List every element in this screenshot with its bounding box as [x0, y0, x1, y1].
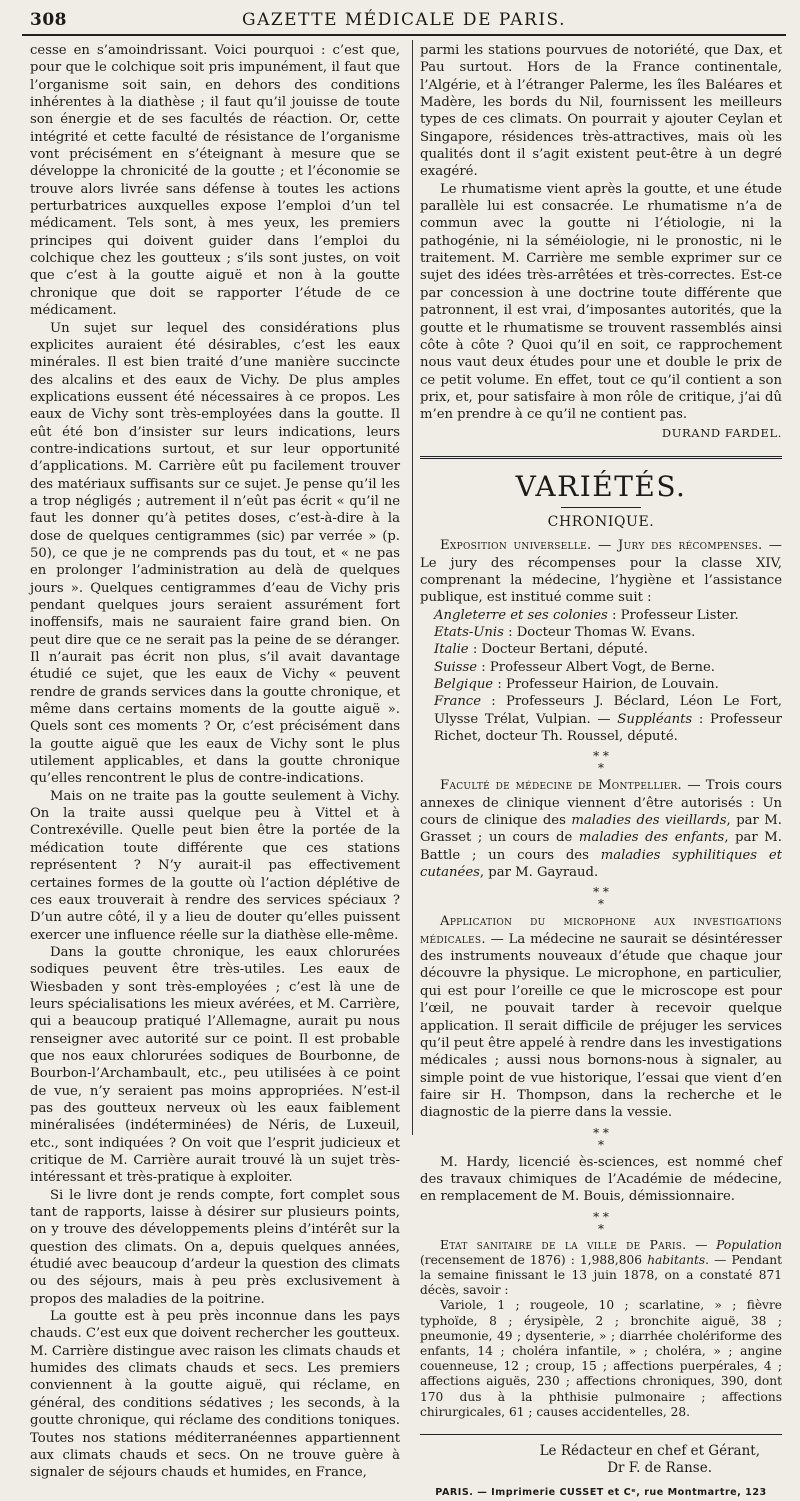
- news-exposition: Exposition universelle. — Jury des récompenses. — Le jury des récompenses pour la classe XIV, comprenant la médecine, l’hygiène et l’assistance publique, est institué comme suit :: [420, 538, 782, 606]
- left-column: [30, 42, 400, 1481]
- asterism: * * *: [593, 1209, 609, 1236]
- paragraph-vittel: Mais on ne traite pas la goutte seulement à Vichy. On la traite aussi quelque peu à Vittel et à Contrexéville. Quelle peut bien être la portée de la médication toute différente que ces stations représentent ? N’y aurait-il pas effectivement certaines formes de la goutte où l’action déplétive de ces eaux trouverait à rendre des services spéciaux ? D’un autre côté, il y a lieu de douter qu’elles puissent exercer une influence réelle sur la diathèse elle-même.: [30, 788, 400, 943]
- paragraph-climats: Si le livre dont je rends compte, fort complet sous tant de rapports, laisse à désirer sur plusieurs points, on y trouve des développements pleins d’intérêt sur la question des climats. On a, depuis quelques années, étudié avec beaucoup d’ardeur la question des climats ou des séjours, mais à peu près exclusivement à propos des maladies de la poitrine.: [30, 1187, 400, 1307]
- header-rule: [22, 34, 786, 36]
- paragraph-colchique: cesse en s’amoindrissant. Voici pourquoi : c’est que, pour que le colchique soit pris impunément, il faut que l’organisme soit sain, en dehors des conditions inhérentes à la diathèse ; il faut qu’il jouisse de toute son énergie et de ses facultés de réaction. Or, cette intégrité et cette faculté de résistance de l’organisme vont précisément en s’éteignant à mesure que se développe la chronicité de la goutte ; et l’économie se trouve alors livrée sans défense à toutes les actions perturbatrices auxquelles expose l’emploi d’un tel médicament. Tels sont, à mes yeux, les premiers principes qui doivent guider dans l’emploi du colchique chez les goutteux ; s’ils sont justes, on voit que c’est à la goutte aiguë et non à la goutte chronique que doit se rapporter l’étude de ce médicament.: [30, 43, 400, 319]
- news-microphone: Application du microphone aux investigations médicales. — La médecine ne saurait se désintéresser des instruments nouveaux d’étude que chaque jour découvre la physique. Le microphone, en particulier, qui est pour l’oreille ce que le microscope est pour l’œil, ne pouvait tarder à recevoir quelque application. Il serait difficile de préjuger les services qu’il peut être appelé à rendre dans les investigations médicales ; aussi nous bornons-nous à signaler, au simple point de vue historique, l’essai que vient d’en faire sir H. Thompson, dans la recherche et le diagnostic de la pierre dans la vessie.: [420, 914, 782, 1121]
- paragraph-eaux-minerales: Un sujet sur lequel des considérations plus explicites auraient été désirables, c’est les eaux minérales. Il est bien traité d’une manière succincte des alcalins et des eaux de Vichy. De plus amples explications eussent été nécessaires à ce propos. Les eaux de Vichy sont très-employées dans la goutte. Il eût été bon d’insister sur leurs indications, leurs contre-indications surtout, et sur leur opportunité d’applications. M. Carrière eût pu facilement trouver des matériaux suffisants sur ce sujet. Je pense qu’il les a trop négligés ; autrement il n’eût pas écrit « qu’il ne faut les donner qu’à petites doses, c’est-à-dire à la dose de quelques centigrammes (sic) par verrée » (p. 50), ce que je ne comprends pas du tout, et « ne pas en prolonger l’administration au delà de quelques jours ». Quelques centigrammes d’eau de Vichy pris pendant quelques jours seraient assurément fort inoffensifs, mais ne sauraient faire grand bien. On peut dire que ce ne serait pas la peine de se déranger. Il n’aurait pas écrit non plus, s’il avait davantage étudié ce sujet, que les eaux de Vichy « peuvent rendre de grands services dans la goutte chronique, et même dans certains moments de la goutte aiguë ». Quels sont ces moments ? Or, c’est précisément dans la goutte aiguë que les eaux de Vichy sont le plus utilement applicables, et dans la goutte chronique qu’elles rencontrent le plus de contre-indications.: [30, 320, 400, 787]
- asterism: * * *: [593, 885, 609, 912]
- printer-imprint: PARIS. — Imprimerie CUSSET et Cᵉ, rue Montmartre, 123: [435, 1486, 767, 1498]
- column-divider: [412, 40, 413, 1135]
- paragraph-stations: parmi les stations pourvues de notoriété, que Dax, et Pau surtout. Hors de la France continentale, l’Algérie, et à l’étranger Palerme, les îles Baléares et Madère, les bords du Nil, fournissent les meilleurs types de ces climats. On pourrait y ajouter Ceylan et Singapore, résidences très-attractives, mais où les qualités dont il s’agit existent peut-être à un degré exagéré.: [420, 43, 782, 180]
- editor-title: Le Rédacteur en chef et Gérant,: [539, 1443, 760, 1460]
- short-rule: [561, 507, 641, 508]
- award-item: France : Professeurs J. Béclard, Léon Le Fort, Ulysse Trélat, Vulpian. — Suppléants : Professeur Richet, docteur Th. Roussel, député.: [434, 694, 782, 745]
- subsection-title: CHRONIQUE.: [547, 513, 655, 530]
- closing-rule: [420, 1434, 782, 1435]
- award-item: Suisse : Professeur Albert Vogt, de Berne.: [434, 659, 715, 675]
- author-signature: DURAND FARDEL.: [661, 425, 782, 440]
- asterism: * * *: [593, 1125, 609, 1152]
- section-title: VARIÉTÉS.: [515, 469, 687, 503]
- award-item: Belgique : Professeur Hairion, de Louvain.: [434, 677, 719, 692]
- paragraph-rhumatisme: Le rhumatisme vient après la goutte, et une étude parallèle lui est consacrée. Le rhumatisme n’a de commun avec la goutte ni l’étiologie, ni la pathogénie, ni la séméiologie, ni le pronostic, ni le traitement. M. Carrière me semble exprimer sur ce sujet des idées très-arrêtées et très-correctes. Est-ce par concession à une doctrine toute différente que patronnent, il est vrai, d’imposantes autorités, que la goutte et le rhumatisme se trouvent rassemblés ainsi côte à côte ? Quoi qu’il en soit, ce rapprochement nous vaut deux études pour une et double le prix de ce petit volume. En effet, tout ce qu’il contient a son prix, et, pour satisfaire à mon rôle de critique, j’ai dû m’en prendre à ce qu’il ne contient pas.: [420, 181, 782, 423]
- award-item: Italie : Docteur Bertani, député.: [434, 642, 648, 658]
- page-number: 308: [30, 10, 67, 30]
- news-hardy: M. Hardy, licencié ès-sciences, est nommé chef des travaux chimiques de l’Académie de médecine, en remplacement de M. Bouis, démissionnaire.: [420, 1154, 782, 1205]
- journal-title: GAZETTE MÉDICALE DE PARIS.: [242, 10, 566, 30]
- running-head: [22, 8, 786, 32]
- editor-name: Dr F. de Ranse.: [607, 1460, 712, 1477]
- award-item: Etats-Unis : Docteur Thomas W. Evans.: [434, 624, 696, 640]
- award-item: Angleterre et ses colonies : Professeur Lister.: [434, 607, 739, 623]
- news-etat-sanitaire: Etat sanitaire de la ville de Paris. — Population (recensement de 1876) : 1,988,806 habitants. — Pendant la semaine finissant le 13 juin 1878, on a constaté 871 décès, savoir :: [420, 1237, 783, 1298]
- section-rule: [420, 456, 782, 459]
- mortality-detail: Variole, 1 ; rougeole, 10 ; scarlatine, » ; fièvre typhoïde, 8 ; érysipèle, 2 ; bronchite aiguë, 38 ; pneumonie, 49 ; dysenterie, » ; diarrhée cholériforme des enfants, 14 ; choléra infantile, » ; choléra, » ; angine couenneuse, 12 ; croup, 15 ; affections puerpérales, 4 ; affections aiguës, 230 ; affections chroniques, 390, dont 170 dus à la phthisie pulmonaire ; affections chirurgicales, 61 ; causes accidentelles, 28.: [420, 1298, 782, 1419]
- paragraph-pays-chauds: La goutte est à peu près inconnue dans les pays chauds. C’est eux que doivent rechercher les goutteux. M. Carrière distingue avec raison les climats chauds et humides des climats chauds et secs. Les premiers conviennent à la goutte aiguë, qui réclame, en général, des conditions sédatives ; les seconds, à la goutte chronique, qui réclame des conditions toniques. Toutes nos stations méditerranéennes appartiennent aux climats chauds et secs. On ne trouve guère à signaler de séjours chauds et humides, en France,: [30, 1309, 400, 1481]
- news-montpellier: Faculté de médecine de Montpellier. — Trois cours annexes de clinique viennent d’être autorisés : Un cours de clinique des maladies des vieillards, par M. Grasset ; un cours de maladies des enfants, par M. Battle ; un cours des maladies syphilitiques et cutanées, par M. Gayraud.: [420, 778, 783, 881]
- asterism: * * *: [593, 749, 609, 776]
- right-column: [420, 42, 783, 1498]
- paragraph-chlorurees: Dans la goutte chronique, les eaux chlorurées sodiques peuvent être très-utiles. Les eaux de Wiesbaden y sont très-employées ; c’est là une de leurs spécialisations les mieux avérées, et M. Carrière, qui a beaucoup pratiqué l’Allemagne, aurait pu nous renseigner avec autorité sur ce point. Il est probable que nos eaux chlorurées sodiques de Bourbonne, de Bourbon-l’Archambault, etc., peu utilisées à ce point de vue, n’y seraient pas moins appropriées. N’est-il pas des goutteux nerveux où les eaux faiblement minéralisées (indéterminées) de Néris, de Luxeuil, etc., sont indiquées ? On voit que l’esprit judicieux et critique de M. Carrière aurait trouvé là un sujet très-intéressant et très-pratique à exploiter.: [30, 944, 400, 1186]
